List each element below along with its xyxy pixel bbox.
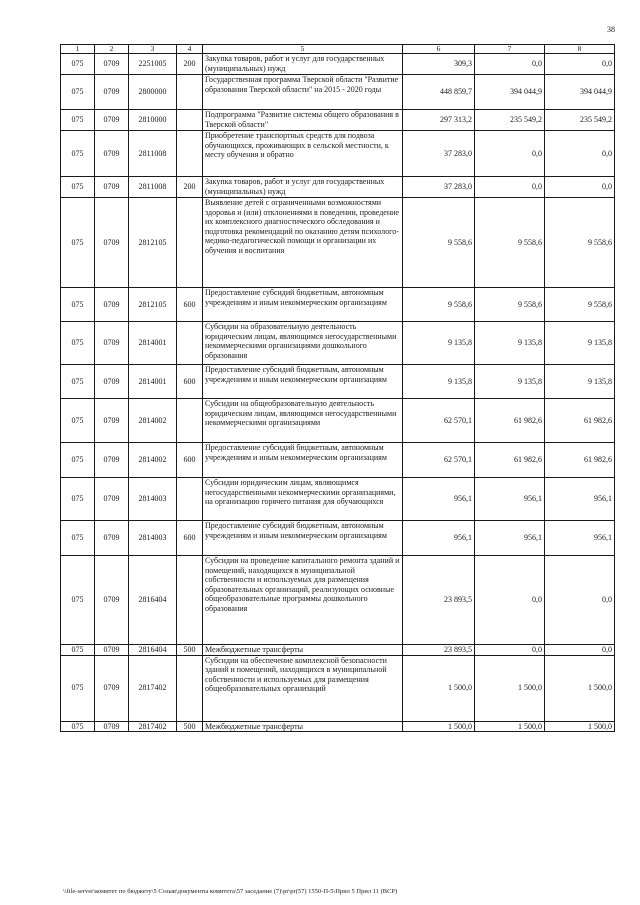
target-article-code: 2817402 — [129, 655, 177, 721]
table-row — [61, 75, 615, 110]
expense-name: Закупка товаров, работ и услуг для государственных (муниципальных) нужд — [203, 177, 403, 198]
expense-name: Приобретение транспортных средств для подвоза обучающихся, проживающих в сельской местности, к месту обучения и обратно — [203, 131, 403, 177]
expense-name: Субсидии на обеспечение комплексной безопасности зданий и помещений, находящихся в муниципальной собственности и используемых для размещения общеобразовательных организаций — [203, 655, 403, 721]
table-row — [61, 131, 615, 177]
amount-col-6: 23 893,5 — [403, 645, 475, 656]
expense-name: Субсидии на общеобразовательную деятельность юридическим лицам, являющимся негосударственными некоммерческими организациями — [203, 399, 403, 443]
amount-col-7: 235 549,2 — [475, 110, 545, 131]
expense-name: Предоставление субсидий бюджетным, автономным учреждениям и иным некоммерческим организациям — [203, 443, 403, 478]
expense-type-code — [177, 110, 203, 131]
amount-col-6: 9 135,8 — [403, 365, 475, 399]
column-header: 3 — [129, 45, 177, 54]
amount-col-6: 956,1 — [403, 478, 475, 521]
section-code: 0709 — [95, 556, 129, 645]
budget-chapter-code: 075 — [61, 655, 95, 721]
target-article-code: 2814003 — [129, 478, 177, 521]
amount-col-7: 9 558,6 — [475, 288, 545, 322]
amount-col-7: 956,1 — [475, 521, 545, 556]
target-article-code: 2810000 — [129, 110, 177, 131]
target-article-code: 2811008 — [129, 131, 177, 177]
amount-col-7: 9 558,6 — [475, 198, 545, 288]
table-row — [61, 521, 615, 556]
amount-col-6: 62 570,1 — [403, 443, 475, 478]
table-row — [61, 365, 615, 399]
table-row — [61, 177, 615, 198]
expense-name: Субсидии на образовательную деятельность юридическим лицам, являющимся негосударственными некоммерческими организациями дошкольного образования — [203, 322, 403, 365]
section-code: 0709 — [95, 399, 129, 443]
budget-chapter-code: 075 — [61, 721, 95, 732]
amount-col-7: 9 135,8 — [475, 322, 545, 365]
section-code: 0709 — [95, 75, 129, 110]
expense-name: Субсидии юридическим лицам, являющимся негосударственными некоммерческими организациями, на организацию горячего питания для обучающихся — [203, 478, 403, 521]
column-header: 5 — [203, 45, 403, 54]
section-code: 0709 — [95, 721, 129, 732]
budget-chapter-code: 075 — [61, 556, 95, 645]
expense-type-code: 500 — [177, 645, 203, 656]
target-article-code: 2814003 — [129, 521, 177, 556]
table-row — [61, 198, 615, 288]
amount-col-6: 297 313,2 — [403, 110, 475, 131]
amount-col-6: 9 135,8 — [403, 322, 475, 365]
amount-col-8: 0,0 — [545, 54, 615, 75]
budget-chapter-code: 075 — [61, 399, 95, 443]
amount-col-7: 1 500,0 — [475, 655, 545, 721]
section-code: 0709 — [95, 655, 129, 721]
target-article-code: 2814002 — [129, 443, 177, 478]
amount-col-7: 0,0 — [475, 131, 545, 177]
section-code: 0709 — [95, 177, 129, 198]
amount-col-7: 0,0 — [475, 556, 545, 645]
section-code: 0709 — [95, 131, 129, 177]
expense-type-code — [177, 556, 203, 645]
table-row — [61, 322, 615, 365]
amount-col-8: 956,1 — [545, 521, 615, 556]
expense-type-code: 500 — [177, 721, 203, 732]
column-header: 1 — [61, 45, 95, 54]
expense-name: Государственная программа Тверской области "Развитие образования Тверской области" на 2015 - 2020 годы — [203, 75, 403, 110]
amount-col-8: 9 558,6 — [545, 288, 615, 322]
amount-col-8: 1 500,0 — [545, 655, 615, 721]
budget-chapter-code: 075 — [61, 198, 95, 288]
expense-type-code — [177, 198, 203, 288]
expense-name: Предоставление субсидий бюджетным, автономным учреждениям и иным некоммерческим организациям — [203, 365, 403, 399]
table-row — [61, 288, 615, 322]
expense-name: Межбюджетные трансферты — [203, 645, 403, 656]
target-article-code: 2814001 — [129, 322, 177, 365]
amount-col-8: 956,1 — [545, 478, 615, 521]
amount-col-6: 62 570,1 — [403, 399, 475, 443]
amount-col-8: 0,0 — [545, 556, 615, 645]
amount-col-6: 9 558,6 — [403, 288, 475, 322]
amount-col-6: 1 500,0 — [403, 655, 475, 721]
amount-col-6: 956,1 — [403, 521, 475, 556]
amount-col-7: 0,0 — [475, 54, 545, 75]
expense-type-code — [177, 399, 203, 443]
amount-col-6: 1 500,0 — [403, 721, 475, 732]
table-row — [61, 443, 615, 478]
amount-col-7: 0,0 — [475, 645, 545, 656]
page-number: 38 — [607, 25, 615, 34]
section-code: 0709 — [95, 365, 129, 399]
target-article-code: 2814002 — [129, 399, 177, 443]
file-path-footer: \\file-server\комитет по бюджету\5 Созыв\документы комитета\57 заседание (7)\pr\pr(57) 1550-П-5\Прил 5 Прил 11 (ВСР) — [63, 888, 398, 895]
expense-name: Выявление детей с ограниченными возможностями здоровья и (или) отклонениями в поведении, проведение их комплексного диагностического обследования и подготовка рекомендаций по оказанию детям психолого-медико-педагогической помощи и организации их обучения и воспитания — [203, 198, 403, 288]
table-row — [61, 721, 615, 732]
amount-col-7: 1 500,0 — [475, 721, 545, 732]
section-code: 0709 — [95, 521, 129, 556]
expense-name: Межбюджетные трансферты — [203, 721, 403, 732]
table-row — [61, 478, 615, 521]
amount-col-6: 37 283,0 — [403, 131, 475, 177]
amount-col-8: 1 500,0 — [545, 721, 615, 732]
target-article-code: 2811008 — [129, 177, 177, 198]
amount-col-8: 0,0 — [545, 131, 615, 177]
expense-name: Предоставление субсидий бюджетным, автономным учреждениям и иным некоммерческим организациям — [203, 521, 403, 556]
budget-chapter-code: 075 — [61, 75, 95, 110]
budget-chapter-code: 075 — [61, 54, 95, 75]
target-article-code: 2816404 — [129, 556, 177, 645]
column-header: 7 — [475, 45, 545, 54]
amount-col-6: 448 859,7 — [403, 75, 475, 110]
target-article-code: 2812105 — [129, 198, 177, 288]
table-row — [61, 655, 615, 721]
section-code: 0709 — [95, 645, 129, 656]
target-article-code: 2800000 — [129, 75, 177, 110]
budget-chapter-code: 075 — [61, 110, 95, 131]
column-header: 4 — [177, 45, 203, 54]
column-header: 2 — [95, 45, 129, 54]
amount-col-8: 9 135,8 — [545, 365, 615, 399]
budget-chapter-code: 075 — [61, 443, 95, 478]
amount-col-7: 61 982,6 — [475, 443, 545, 478]
amount-col-7: 61 982,6 — [475, 399, 545, 443]
budget-chapter-code: 075 — [61, 288, 95, 322]
table-row — [61, 645, 615, 656]
amount-col-7: 956,1 — [475, 478, 545, 521]
section-code: 0709 — [95, 110, 129, 131]
budget-chapter-code: 075 — [61, 365, 95, 399]
table-row — [61, 556, 615, 645]
column-header: 6 — [403, 45, 475, 54]
amount-col-6: 37 283,0 — [403, 177, 475, 198]
amount-col-7: 0,0 — [475, 177, 545, 198]
table-body — [61, 54, 615, 732]
amount-col-8: 235 549,2 — [545, 110, 615, 131]
expense-type-code: 200 — [177, 177, 203, 198]
expense-name: Закупка товаров, работ и услуг для государственных (муниципальных) нужд — [203, 54, 403, 75]
amount-col-8: 61 982,6 — [545, 443, 615, 478]
expense-name: Субсидии на проведение капитального ремонта зданий и помещений, находящихся в муниципальной собственности и используемых для размещения образовательных организаций, реализующих основные общеобразовательные программы дошкольного образования — [203, 556, 403, 645]
section-code: 0709 — [95, 288, 129, 322]
target-article-code: 2816404 — [129, 645, 177, 656]
budget-table — [60, 44, 615, 732]
target-article-code: 2817402 — [129, 721, 177, 732]
budget-chapter-code: 075 — [61, 645, 95, 656]
section-code: 0709 — [95, 198, 129, 288]
section-code: 0709 — [95, 322, 129, 365]
expense-type-code — [177, 655, 203, 721]
amount-col-8: 9 558,6 — [545, 198, 615, 288]
amount-col-7: 394 044,9 — [475, 75, 545, 110]
budget-chapter-code: 075 — [61, 177, 95, 198]
target-article-code: 2251005 — [129, 54, 177, 75]
amount-col-7: 9 135,8 — [475, 365, 545, 399]
section-code: 0709 — [95, 443, 129, 478]
budget-chapter-code: 075 — [61, 131, 95, 177]
expense-type-code: 600 — [177, 521, 203, 556]
section-code: 0709 — [95, 54, 129, 75]
budget-chapter-code: 075 — [61, 521, 95, 556]
column-header: 8 — [545, 45, 615, 54]
amount-col-8: 0,0 — [545, 645, 615, 656]
expense-type-code — [177, 478, 203, 521]
expense-name: Подпрограмма "Развитие системы общего образования в Тверской области" — [203, 110, 403, 131]
amount-col-8: 394 044,9 — [545, 75, 615, 110]
section-code: 0709 — [95, 478, 129, 521]
expense-type-code: 600 — [177, 288, 203, 322]
amount-col-8: 9 135,8 — [545, 322, 615, 365]
table-row — [61, 110, 615, 131]
target-article-code: 2812105 — [129, 288, 177, 322]
amount-col-8: 0,0 — [545, 177, 615, 198]
expense-type-code — [177, 75, 203, 110]
table-row — [61, 399, 615, 443]
expense-type-code — [177, 131, 203, 177]
budget-chapter-code: 075 — [61, 322, 95, 365]
amount-col-6: 309,3 — [403, 54, 475, 75]
target-article-code: 2814001 — [129, 365, 177, 399]
amount-col-6: 9 558,6 — [403, 198, 475, 288]
expense-type-code: 200 — [177, 54, 203, 75]
amount-col-6: 23 893,5 — [403, 556, 475, 645]
budget-chapter-code: 075 — [61, 478, 95, 521]
expense-name: Предоставление субсидий бюджетным, автономным учреждениям и иным некоммерческим организациям — [203, 288, 403, 322]
expense-type-code: 600 — [177, 365, 203, 399]
table-row — [61, 54, 615, 75]
amount-col-8: 61 982,6 — [545, 399, 615, 443]
expense-type-code — [177, 322, 203, 365]
expense-type-code: 600 — [177, 443, 203, 478]
table-header-row — [61, 45, 615, 54]
